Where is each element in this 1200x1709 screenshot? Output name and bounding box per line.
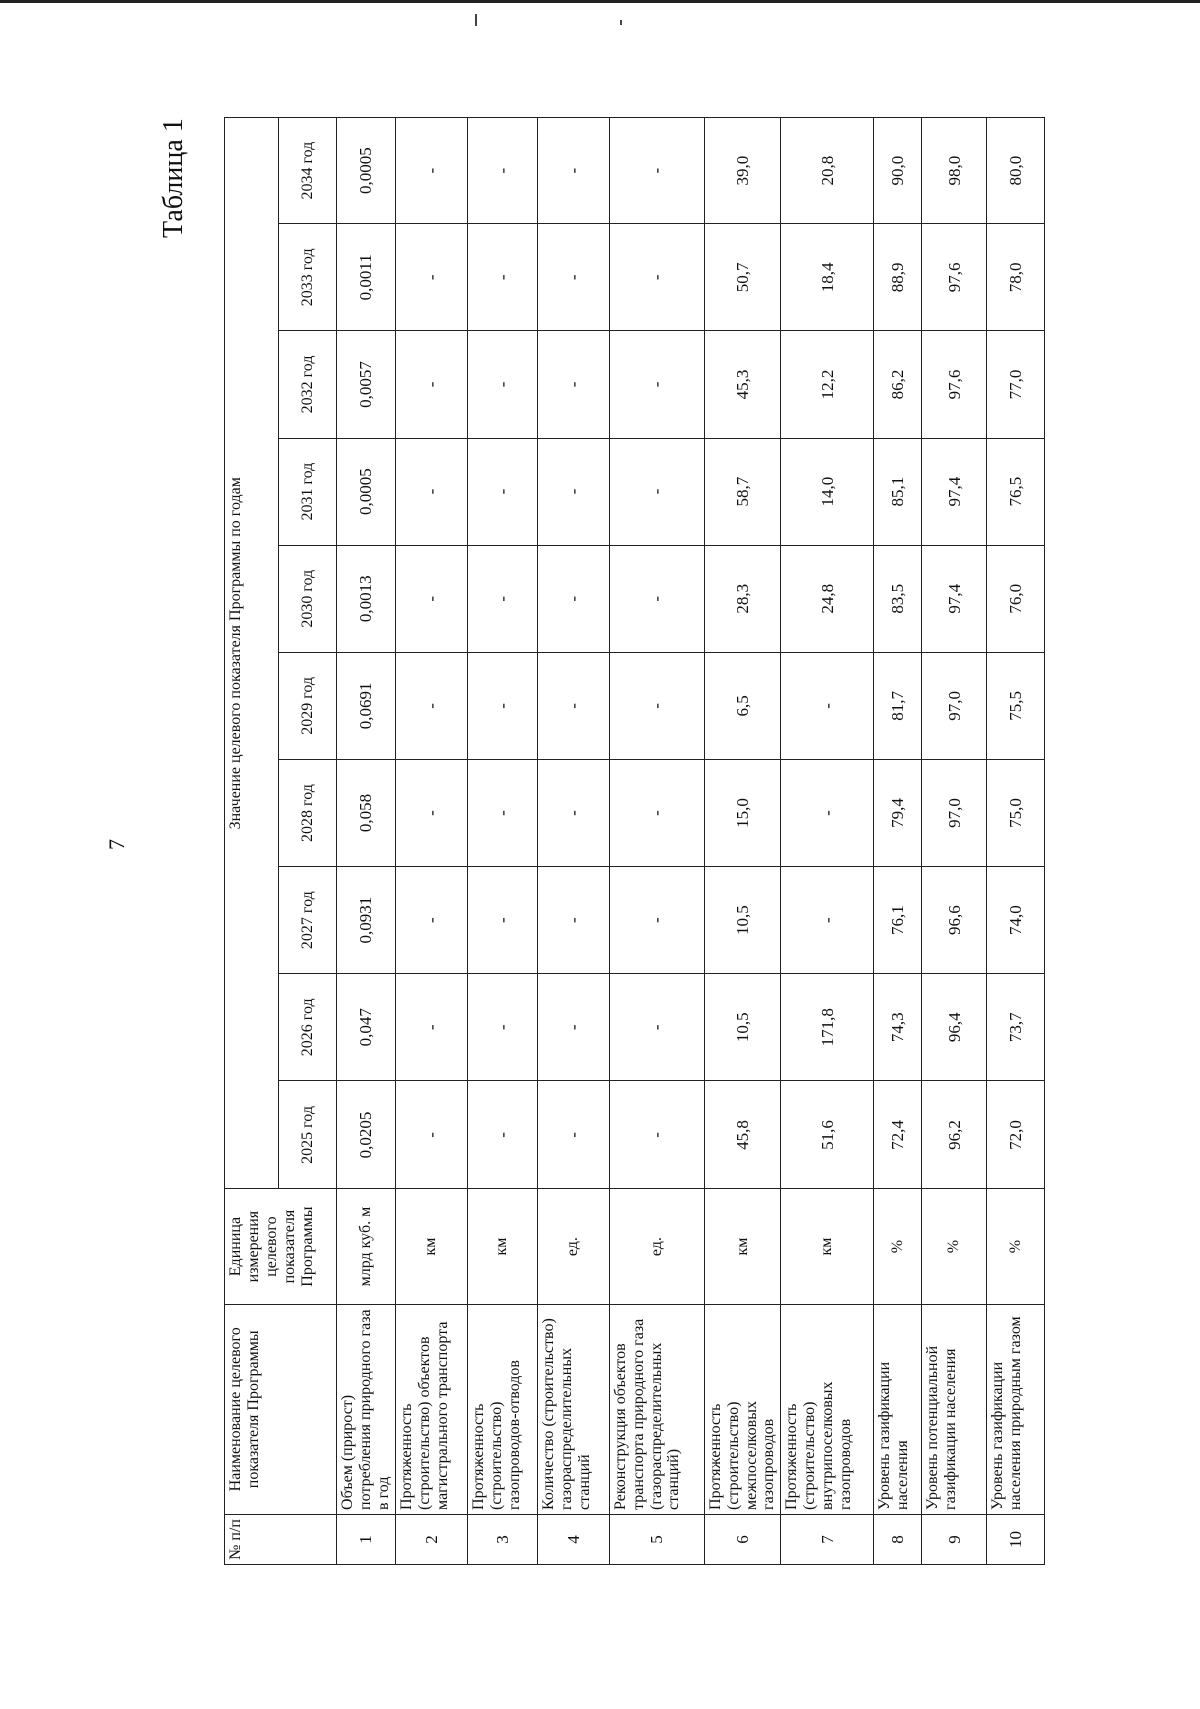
col-header-year: 2031 год: [279, 438, 337, 545]
cell-value: 0,0011: [337, 224, 396, 331]
table-row: [609, 118, 704, 1565]
col-header-year: 2033 год: [279, 224, 337, 331]
row-unit: %: [874, 1189, 922, 1304]
cell-value: -: [537, 759, 609, 866]
row-unit: ед.: [609, 1189, 704, 1304]
cell-value: 72,0: [987, 1081, 1045, 1189]
cell-value: 50,7: [704, 224, 781, 331]
table-row: [395, 118, 467, 1565]
row-num: 6: [704, 1514, 781, 1564]
cell-value: 76,5: [987, 438, 1045, 545]
cell-value: -: [537, 867, 609, 974]
cell-value: 0,0931: [337, 867, 396, 974]
cell-value: 0,0205: [337, 1081, 396, 1189]
row-num: 10: [987, 1514, 1045, 1564]
table-row: [467, 118, 537, 1565]
row-num: 9: [922, 1514, 987, 1564]
row-name: Протяженность (строительство) объектов магистрального транспорта: [395, 1304, 467, 1514]
cell-value: -: [395, 652, 467, 759]
page-number: 7: [104, 839, 129, 850]
row-num: 4: [537, 1514, 609, 1564]
cell-value: -: [609, 974, 704, 1081]
cell-value: 45,8: [704, 1081, 781, 1189]
cell-value: 15,0: [704, 759, 781, 866]
cell-value: 73,7: [987, 974, 1045, 1081]
row-name: Протяженность (строительство) внутрипоселковых газопроводов: [781, 1304, 874, 1514]
cell-value: -: [609, 1081, 704, 1189]
row-name: Реконструкция объектов транспорта природного газа (газораспределительных станций): [609, 1304, 704, 1514]
cell-value: -: [467, 438, 537, 545]
cell-value: -: [395, 759, 467, 866]
cell-value: 45,3: [704, 331, 781, 438]
col-header-year: 2027 год: [279, 867, 337, 974]
table-row: [704, 118, 781, 1565]
cell-value: 24,8: [781, 545, 874, 652]
cell-value: 28,3: [704, 545, 781, 652]
row-unit: км: [704, 1189, 781, 1304]
scan-top-border: [0, 0, 1200, 3]
cell-value: 97,4: [922, 438, 987, 545]
cell-value: 76,0: [987, 545, 1045, 652]
cell-value: -: [537, 974, 609, 1081]
cell-value: 86,2: [874, 331, 922, 438]
cell-value: 97,4: [922, 545, 987, 652]
cell-value: 97,0: [922, 759, 987, 866]
col-header-year: 2025 год: [279, 1081, 337, 1189]
row-unit: км: [395, 1189, 467, 1304]
row-name: Протяженность (строительство) межпоселковых газопроводов: [704, 1304, 781, 1514]
cell-value: -: [467, 867, 537, 974]
cell-value: -: [395, 867, 467, 974]
cell-value: 10,5: [704, 974, 781, 1081]
cell-value: 0,047: [337, 974, 396, 1081]
cell-value: 80,0: [987, 118, 1045, 224]
col-header-year: 2026 год: [279, 974, 337, 1081]
row-unit: км: [467, 1189, 537, 1304]
cell-value: 74,3: [874, 974, 922, 1081]
table-row: [987, 118, 1045, 1565]
cell-value: 81,7: [874, 652, 922, 759]
cell-value: 18,4: [781, 224, 874, 331]
row-unit: млрд куб. м: [337, 1189, 396, 1304]
table-caption: Таблица 1: [158, 118, 189, 238]
cell-value: 20,8: [781, 118, 874, 224]
row-name: Уровень газификации населения: [874, 1304, 922, 1514]
cell-value: 14,0: [781, 438, 874, 545]
cell-value: 77,0: [987, 331, 1045, 438]
row-unit: ед.: [537, 1189, 609, 1304]
cell-value: -: [609, 652, 704, 759]
cell-value: -: [781, 652, 874, 759]
cell-value: 97,6: [922, 224, 987, 331]
cell-value: 72,4: [874, 1081, 922, 1189]
col-header-values-group: Значение целевого показателя Программы по годам: [225, 118, 279, 1190]
scan-speck: [620, 20, 622, 25]
cell-value: 51,6: [781, 1081, 874, 1189]
col-header-year: 2032 год: [279, 331, 337, 438]
col-header-name: Наименование целевого показателя Программы: [225, 1304, 337, 1514]
cell-value: 0,0057: [337, 331, 396, 438]
row-num: 5: [609, 1514, 704, 1564]
col-header-unit: Единица измерения целевого показателя Программы: [225, 1189, 337, 1304]
cell-value: -: [467, 331, 537, 438]
table-row: [537, 118, 609, 1565]
cell-value: 97,6: [922, 331, 987, 438]
cell-value: 98,0: [922, 118, 987, 224]
col-header-year: 2034 год: [279, 118, 337, 224]
cell-value: -: [609, 224, 704, 331]
cell-value: -: [609, 545, 704, 652]
cell-value: -: [467, 118, 537, 224]
cell-value: -: [609, 118, 704, 224]
cell-value: 76,1: [874, 867, 922, 974]
cell-value: -: [781, 759, 874, 866]
cell-value: -: [395, 331, 467, 438]
cell-value: -: [537, 1081, 609, 1189]
col-header-year: 2029 год: [279, 652, 337, 759]
cell-value: -: [609, 331, 704, 438]
col-header-num: № п/п: [225, 1514, 337, 1564]
row-name: Протяженность (строительство) газопроводов-отводов: [467, 1304, 537, 1514]
cell-value: -: [395, 1081, 467, 1189]
row-name: Уровень газификации населения природным газом: [987, 1304, 1045, 1514]
cell-value: -: [467, 759, 537, 866]
cell-value: -: [781, 867, 874, 974]
cell-value: 74,0: [987, 867, 1045, 974]
cell-value: 88,9: [874, 224, 922, 331]
cell-value: -: [537, 224, 609, 331]
cell-value: 58,7: [704, 438, 781, 545]
cell-value: 0,0005: [337, 438, 396, 545]
cell-value: -: [467, 1081, 537, 1189]
cell-value: -: [537, 652, 609, 759]
cell-value: 96,6: [922, 867, 987, 974]
cell-value: 0,058: [337, 759, 396, 866]
cell-value: 0,0005: [337, 118, 396, 224]
cell-value: 97,0: [922, 652, 987, 759]
row-name: Уровень потенциальной газификации населения: [922, 1304, 987, 1514]
row-name: Объем (прирост) потребления природного газа в год: [337, 1304, 396, 1514]
cell-value: 79,4: [874, 759, 922, 866]
row-name: Количество (строительство) газораспределительных станций: [537, 1304, 609, 1514]
cell-value: -: [537, 118, 609, 224]
table-row: [781, 118, 874, 1565]
cell-value: 12,2: [781, 331, 874, 438]
row-num: 1: [337, 1514, 396, 1564]
cell-value: -: [537, 331, 609, 438]
cell-value: 75,0: [987, 759, 1045, 866]
table-row: [337, 118, 396, 1565]
cell-value: -: [395, 974, 467, 1081]
cell-value: -: [609, 438, 704, 545]
cell-value: -: [467, 652, 537, 759]
row-num: 8: [874, 1514, 922, 1564]
cell-value: -: [537, 545, 609, 652]
cell-value: 39,0: [704, 118, 781, 224]
cell-value: 171,8: [781, 974, 874, 1081]
cell-value: 85,1: [874, 438, 922, 545]
cell-value: 0,0013: [337, 545, 396, 652]
cell-value: -: [467, 974, 537, 1081]
row-num: 7: [781, 1514, 874, 1564]
cell-value: -: [467, 224, 537, 331]
col-header-year: 2028 год: [279, 759, 337, 866]
cell-value: -: [537, 438, 609, 545]
cell-value: 96,4: [922, 974, 987, 1081]
cell-value: -: [467, 545, 537, 652]
row-unit: %: [922, 1189, 987, 1304]
row-num: 2: [395, 1514, 467, 1564]
cell-value: -: [395, 438, 467, 545]
indicators-table: [224, 117, 1045, 1565]
cell-value: -: [609, 867, 704, 974]
table-row: [922, 118, 987, 1565]
col-header-year: 2030 год: [279, 545, 337, 652]
cell-value: 0,0691: [337, 652, 396, 759]
cell-value: 10,5: [704, 867, 781, 974]
cell-value: 96,2: [922, 1081, 987, 1189]
cell-value: 90,0: [874, 118, 922, 224]
row-num: 3: [467, 1514, 537, 1564]
cell-value: 75,5: [987, 652, 1045, 759]
cell-value: 83,5: [874, 545, 922, 652]
cell-value: 6,5: [704, 652, 781, 759]
scan-speck: [475, 14, 477, 26]
row-unit: %: [987, 1189, 1045, 1304]
rotated-table-container: [224, 117, 1045, 1565]
cell-value: 78,0: [987, 224, 1045, 331]
cell-value: -: [395, 224, 467, 331]
cell-value: -: [395, 545, 467, 652]
table-row: [874, 118, 922, 1565]
row-unit: км: [781, 1189, 874, 1304]
cell-value: -: [609, 759, 704, 866]
cell-value: -: [395, 118, 467, 224]
